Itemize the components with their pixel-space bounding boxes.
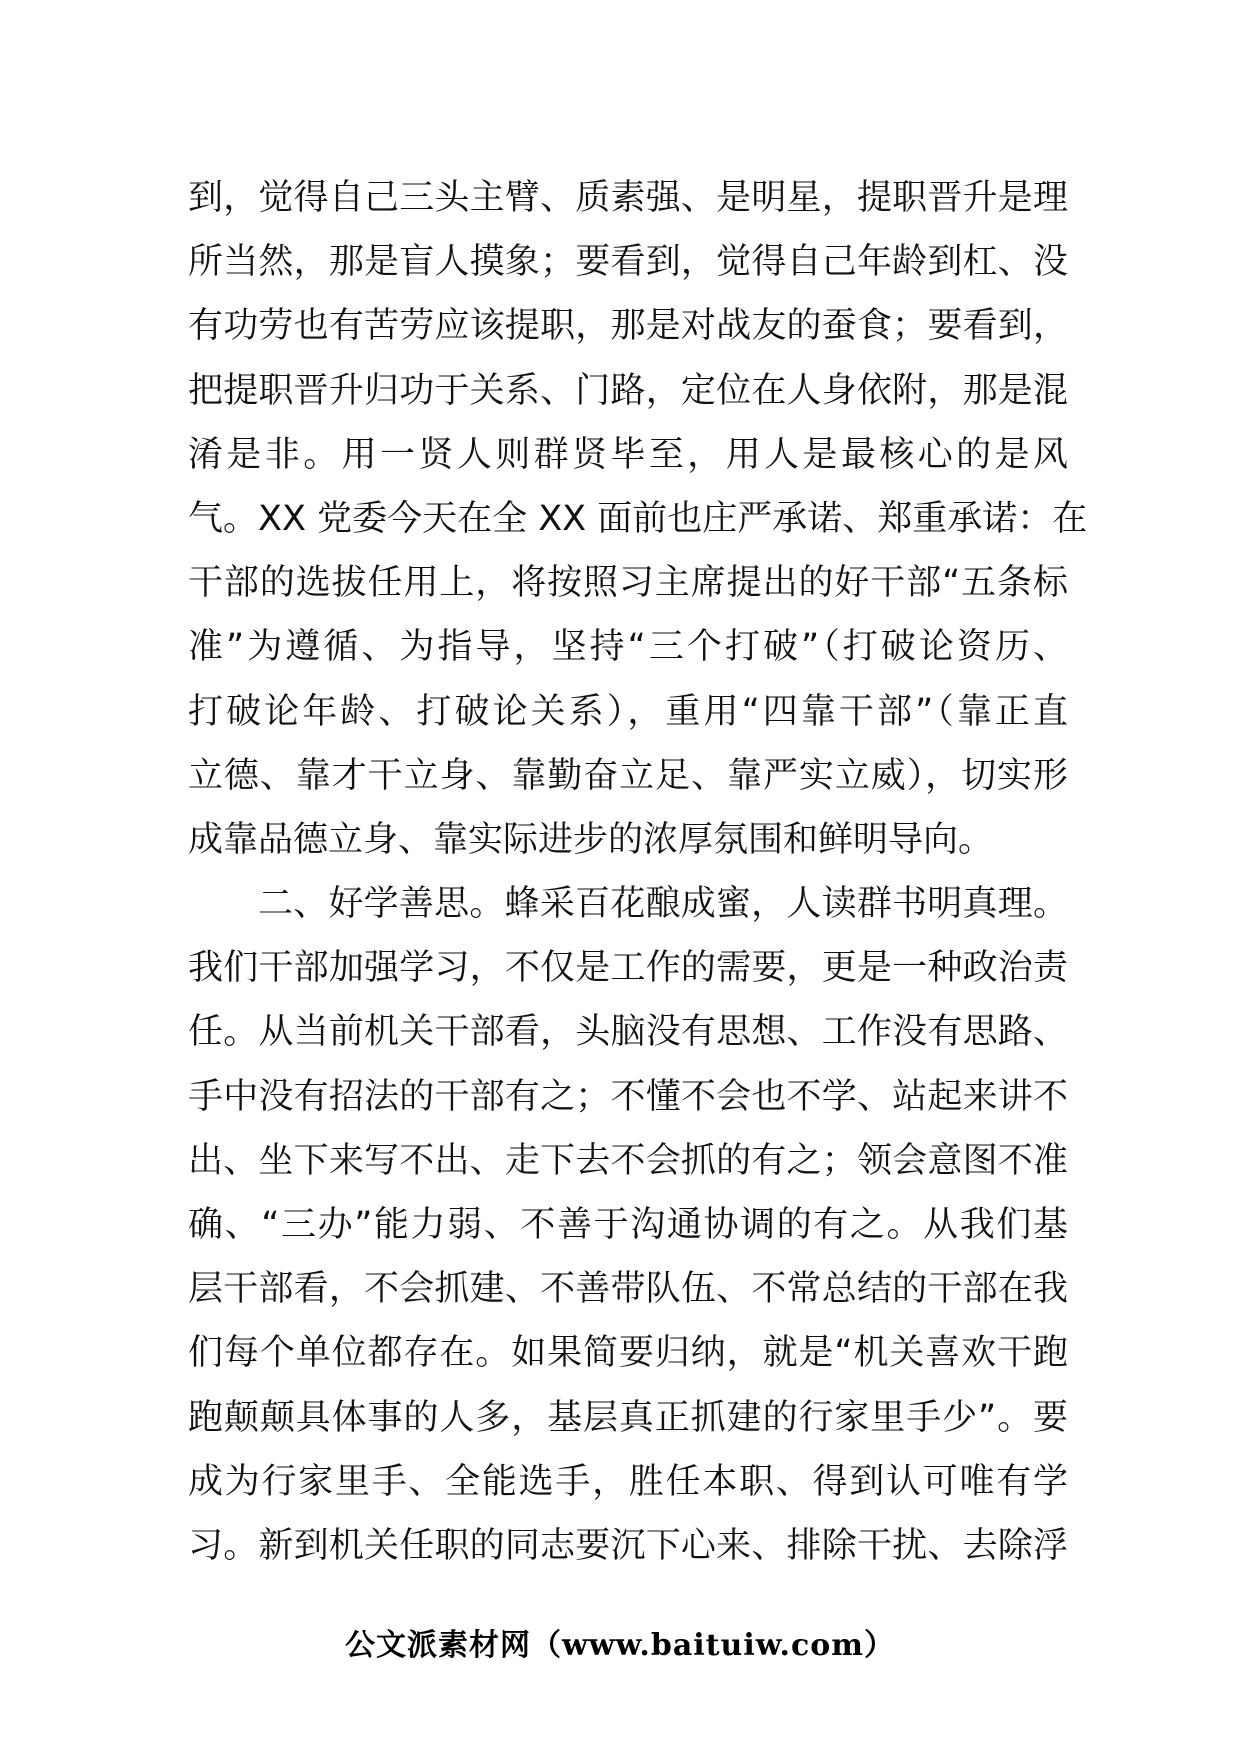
text-line: 确、“三办”能力弱、不善于沟通协调的有之。从我们基 [188, 1205, 1068, 1245]
paragraph-end-line: 成靠品德立身、靠实际进步的浓厚氛围和鲜明导向。 [188, 819, 994, 860]
text-line: 打破论年龄、打破论关系），重用“四靠干部”（靠正直 [188, 691, 1068, 732]
text-line: 成为行家里手、全能选手，胜任本职、得到认可唯有学 [188, 1461, 1068, 1502]
text-line: 准”为遵循、为指导，坚持“三个打破”（打破论资历、 [188, 627, 1068, 668]
text-line: 立德、靠才干立身、靠勤奋立足、靠严实立威），切实形 [188, 755, 1068, 796]
text-line: 跑颠颠具体事的人多，基层真正抓建的行家里手少”。要 [188, 1397, 1068, 1438]
text-line: 手中没有招法的干部有之；不懂不会也不学、站起来讲不 [188, 1076, 1068, 1117]
section-heading-line: 二、好学善思。蜂采百花酿成蜜，人读群书明真理。 [258, 884, 1068, 925]
text-line: 任。从当前机关干部看，头脑没有思想、工作没有思路、 [188, 1012, 1068, 1053]
text-line: 层干部看，不会抓建、不善带队伍、不常总结的干部在我 [188, 1269, 1068, 1310]
footer-source: 公文派素材网（www.baituiw.com） [344, 1628, 896, 1663]
text-line: 所当然，那是盲人摸象；要看到，觉得自己年龄到杠、没 [188, 242, 1068, 283]
text-line: 出、坐下来写不出、走下去不会抓的有之；领会意图不准 [188, 1140, 1068, 1181]
text-line: 们每个单位都存在。如果简要归纳，就是“机关喜欢干跑 [188, 1333, 1068, 1374]
text-line: 淆是非。用一贤人则群贤毕至，用人是最核心的是风 [188, 434, 1068, 475]
text-line: 干部的选拔任用上，将按照习主席提出的好干部“五条标 [188, 563, 1068, 604]
text-line: 到，觉得自己三头主臂、质素强、是明星，提职晋升是理 [188, 178, 1068, 218]
text-line: 有功劳也有苦劳应该提职，那是对战友的蚕食；要看到， [188, 306, 1068, 347]
text-line: 把提职晋升归功于关系、门路，定位在人身依附，那是混 [188, 370, 1068, 411]
document-body [188, 166, 1088, 1578]
text-line: 习。新到机关任职的同志要沉下心来、排除干扰、去除浮 [188, 1525, 1068, 1566]
text-line: 我们干部加强学习，不仅是工作的需要，更是一种政治责 [188, 948, 1068, 989]
text-line: 气。XX 党委今天在全 XX 面前也庄严承诺、郑重承诺：在 [188, 498, 1088, 539]
